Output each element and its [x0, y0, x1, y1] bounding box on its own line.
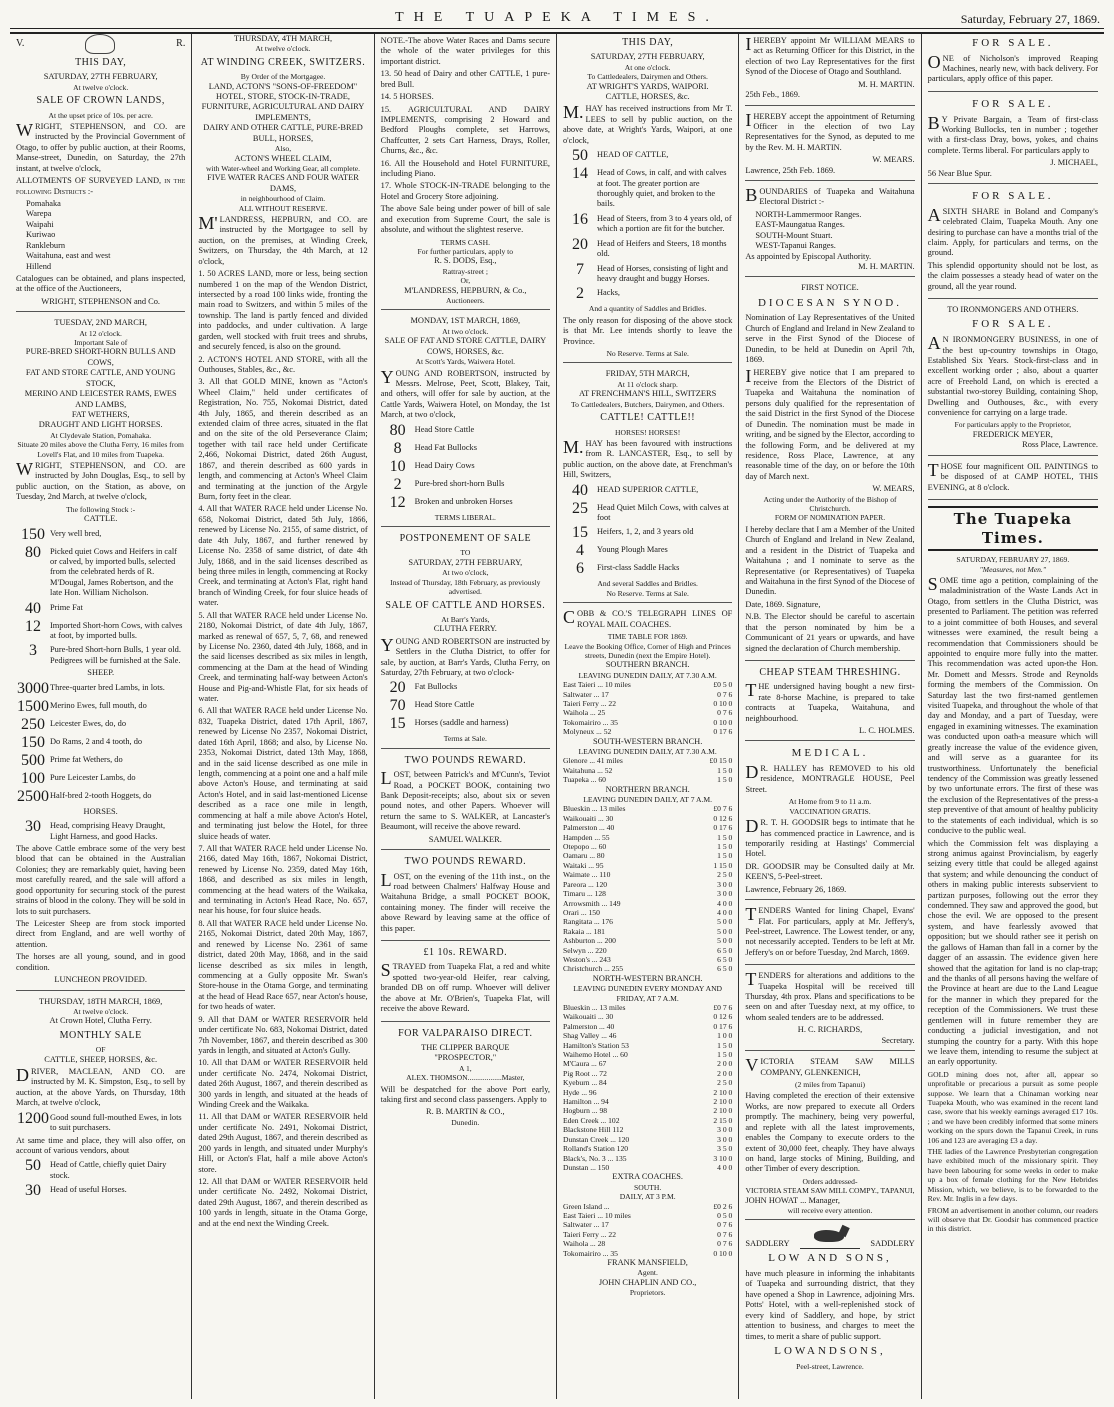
timetable-row: [563, 1144, 732, 1153]
timetable-stop: Tuapeka ... 60: [562, 775, 606, 785]
lot-item: 16. All the Household and Hotel FURNITURE, including Piano.: [380, 158, 550, 179]
timetable-stop: Otepopo ... 60: [562, 842, 607, 852]
stock-item: 16 Head of Steers, from 3 to 4 years old, of which a portion are fit for the butcher.: [571, 210, 732, 234]
stock-item: 15 Heifers, 1, 2, and 3 years old: [571, 524, 694, 542]
timetable-fare: 0 17 6: [713, 727, 733, 737]
timetable-fare: 0 12 6: [713, 1012, 733, 1022]
lot-item: 8. All that WATER RACE held under License No. 2165, Nokomai District, dated 20th May, 1867, and renewed by License No. 2361 of same district, dated 20th May, 1868, and in the said license described as six miles in length, commencing at a Gully opposite Mr. Swan's Store-house in the Otama Gorge, and terminating at the head of Head Race 657, near Acton's house, for two heads of water.: [198, 918, 368, 1012]
timetable-stop: Tokomairiro ... 35: [562, 1248, 618, 1258]
stock-item: 20 Head of Heifers and Steers, 18 months old.: [571, 235, 727, 259]
timetable-stop: Eden Creek ... 102: [562, 1115, 620, 1125]
stock-item: 50 HEAD OF CATTLE,: [571, 147, 669, 165]
timetable-fare: £0 7 6: [713, 804, 733, 814]
lot-item: 17. Whole STOCK-IN-TRADE belonging to the Hotel and Grocery Store adjoining.: [380, 181, 550, 201]
editorial-continued: which the Commission felt was displaying a strong animus against Provincialism, by eagerly seizing every tittle that could be alleged against that system; and while denouncing the conduct of others in making public interests subservient to partizan purposes, following out the error they condemned. They saw and approved the good, but chose the evil. We are opposed to the present system, and have fearlessly avowed that opposition; but we should rather see it perish on the gallows of Haman than fall in a corner by the dagger of an assassin. The evidence given here showed that the agitation for land is no clap-trap; and the thanks of all persons having the welfare of the Province at heart are due to the Land League for the manner in which they prepared for the reception of the Commissioners. We trust these gentlemen will in future remember they are conducting a judicial investigation, and not stumping the country for a party. With this hope we leave them, intending to resume the subject at an early opportunity.: [927, 838, 1098, 1067]
timetable-row: [563, 842, 732, 851]
timetable-row: [563, 1230, 732, 1239]
horse-icon: [800, 1226, 860, 1249]
timetable-fare: 0 10 0: [713, 698, 733, 708]
timetable-stop: Taieri Ferry ... 22: [562, 1229, 617, 1239]
timetable-row: [563, 1106, 732, 1115]
lot-item: 12. All that DAM or WATER RESERVOIR held under certificate No. 2492, Nokomai District, dated 29th August, 1867, and therein described as 100 yards in length, situate in the Otama Gorge, and at the end next the Winding Creek.: [198, 1177, 368, 1228]
timetable-fare: 5 0 0: [717, 926, 733, 936]
stock-item: 50 Head of Cattle, chiefly quiet Dairy stock.: [25, 1157, 167, 1180]
timetable-row: [563, 1154, 732, 1163]
stock-item: 12 Imported Short-horn Cows, with calves at foot, by imported bulls.: [25, 617, 183, 641]
timetable-fare: 1 5 0: [717, 851, 733, 861]
stock-item: 3000 Three-quarter bred Lambs, in lots.: [17, 679, 165, 697]
timetable-stop: Waitaki ... 95: [562, 860, 604, 870]
timetable-stop: Blackstone Hill 112: [562, 1125, 624, 1135]
timetable-stop: Rangitata ... 176: [562, 917, 613, 927]
timetable-row: [563, 1012, 732, 1021]
timetable-row: [563, 1050, 732, 1059]
stock-item: 7 Head of Horses, consisting of light and heavy draught and buggy Horses.: [575, 260, 728, 283]
lot-item: 13. 50 head of Dairy and other CATTLE, 1 pure-bred Bull.: [380, 69, 550, 89]
steam-threshing-ad: CHEAP STEAM THRESHING. THE undersigned having bought a new first-rate 8-horse Machine, is prepared to take contracts at Tuapeka, Waitahuna, and neighbourhood. L. C. HOLMES.: [745, 667, 914, 742]
timetable-row: [563, 814, 732, 823]
timetable-fare: 0 10 0: [713, 717, 733, 727]
timetable-row: [563, 880, 732, 889]
timetable-row: [563, 1059, 732, 1068]
stock-item: 1500 Merino Ewes, full mouth, do: [17, 697, 147, 715]
timetable-fare: 0 10 0: [713, 1248, 733, 1258]
news-item: THE ladies of the Lawrence Presbyterian congregation have exhibited much of the missionary spirit. They have been labouring for some weeks in order to make up a box of female clothing for the New Hebrides Mission, which, we believe, is to be forwarded to the Rev. Mr. Inglis in a few days.: [927, 1147, 1098, 1204]
lot-item: 4. All that WATER RACE held under License No. 658, Nokomai District, dated 5th July, 1866, renewed by License No. 2155, of same district, of date 4th July, 1867, and further renewed by License No. 2358 of same district, of date 4th July, 1868, and in the said licenses described as being three miles in length, commencing at Rocky Creek, and terminating at Acton's Flat, right hand branch of Winding Creek, for four sluice heads of water.: [198, 504, 368, 608]
timetable-stop: Kyeburn ... 84: [562, 1078, 607, 1088]
crown-lands-sale-ad: V. R. THIS DAY, SATURDAY, 27TH FEBRUARY, At twelve o'clock. SALE OF CROWN LANDS, At the upset price of 10s. per acre. WRIGHT, STEPHENSON, and CO. are instructed by the Provincial Government of Otago, to offer by public auction, at their Rooms, Manse-street, Dunedin, on Saturday, the 27th instant, at twelve o'clock, ALLOTMENTS OF SURVEYED LAND, in the following Districts :- Pomahaka Warepa Waipahi Kuriwao Rankleburn Waitahuna, east and west Hillend Catalogues can be obtained, and plans inspected, at the office of the Auctioneers, WRIGHT, STEPHENSON and Co.: [16, 34, 185, 312]
south-western-timetable: [563, 756, 732, 784]
stock-item: 150 Do Rams, 2 and 4 tooth, do: [21, 733, 143, 751]
timetable-stop: Dunstan ... 150: [562, 1162, 610, 1172]
timetable-fare: 6 5 0: [717, 954, 733, 964]
timetable-fare: 2 10 0: [713, 1106, 733, 1116]
acceptance-notice: IHEREBY accept the appointment of Returning Officer in the election of two Lay Representatives for the Synod, as deputed to me by the Rev. M. H. MARTIN. W. MEARS. Lawrence, 25th Feb. 1869.: [745, 112, 914, 182]
stock-item: 2500 Half-bred 2-tooth Hoggets, do: [17, 787, 152, 805]
timetable-row: [563, 1003, 732, 1012]
stock-item: 100 Pure Leicester Lambs, do: [21, 769, 136, 787]
timetable-fare: 0 7 6: [717, 689, 733, 699]
timetable-stop: East Taieri ... 10 miles: [562, 1210, 631, 1220]
timetable-stop: Weston's ... 243: [562, 954, 611, 964]
stock-item: 15 Horses (saddle and harness): [389, 715, 509, 733]
timetable-fare: 4 0 0: [717, 907, 733, 917]
timetable-fare: 2 10 0: [713, 1097, 733, 1107]
district-list: Pomahaka Warepa Waipahi Kuriwao Rankleburn Waitahuna, east and west Hillend: [26, 198, 111, 271]
royal-heading: V. R.: [16, 34, 185, 54]
lot-item: 7. All that WATER RACE held under License No. 2166, dated May 16th, 1867, Nokomai District, renewed by License No. 2359, dated May 16th, 1868, and described as six miles in length, commencing at the head waters of the Waikaka, and terminating in Acton's Head Race, No. 657, near his house, for four sluice heads.: [198, 843, 368, 916]
timetable-row: [563, 1097, 732, 1106]
medical-ad: MEDICAL. DR. HALLEY has REMOVED to his old residence, MONTRAGLE HOUSE, Peel Street. At Home from 9 to 11 a.m. VACCINATION GRATIS. DR. T. H. GOODSIR begs to intimate that he has commenced practice in Lawrence, and is temporarily residing at Hastings' Commercial Hotel. DR. GOODSIR may be Consulted daily at Mr. KEEN'S, 5-Peel-street. Lawrence, February 26, 1869.: [745, 747, 914, 900]
news-item: FROM an advertisement in another column, our readers will observe that Dr. Goodsir has commenced practice in this district.: [927, 1205, 1098, 1234]
timetable-fare: £0 15 0: [709, 756, 733, 766]
editorial-banner: The Tuapeka Times.: [928, 506, 1098, 551]
timetable-fare: 2 15 0: [713, 1115, 733, 1125]
lot-item: 15. AGRICULTURAL AND DAIRY IMPLEMENTS, comprising 2 Howard and Bedford Ploughs complete, set Harrows, Chaffcutter, 2 sets Cart Harness, Drays, Roller, Churns, &c., &c.: [380, 104, 550, 156]
lot-item: 14. 5 HORSES.: [380, 92, 434, 102]
editorial: The Tuapeka Times. SATURDAY, FEBRUARY 27, 1869. "Measures, not Men." SOME time ago a petition, complaining of the maladministration of the Waste Lands Act in Otago, from settlers in the Clutha District, was presented to Parliament. The petition was referred to a joint committee of both Houses, and several witnesses were examined, the result being a recommendation that Commissioners should be appointed to enquire more fully into the matter. This recommendation was acted upon-the Hon. Mr. Domett and Messrs. Strode and Reynolds forming the members of the Commission. On Saturday last the two first-named gentlemen visited Tuapeka, and throughout the whole of that day and Monday, and a part of Tuesday, were engaged in examining witnesses. The examination was conducted upon oath-a measure which will greatly increase the value of the evidence given, and will serve as a guarantee for its trustworthiness. Unfortunately the beneficial tendency of the Commission was greatly lessened by two unfortunate errors. The first of these was the exclusion of the Representatives of the press-a step preventive of that amount of healthy publicity to the statements of each individual, which is so conducive to the public weal. which the Commission felt was displaying a strong animus against Provincialism, by eagerly seizing every tittle that could be alleged against that system; and while denouncing the conduct of others in making public interests subservient to partizan purposes, following out the error they condemned. They saw and approved the good, but chose the evil. We are opposed to the present system, and have fearlessly avowed that opposition; but we should rather see it perish on the gallows of Haman than fall in a corner by the dagger of an assassin. The evidence given here showed that the agitation for land is no clap-trap; and the thanks of all persons having the welfare of the Province at heart are due to the Land League for the manner in which they prepared for the reception of the Commissioners. We trust these gentlemen will in future remember they are conducting a judicial investigation, and not stumping the country for a party. With this hope we leave them, intending to resume the subject at an early opportunity. GOLD mining does not, after all, appear so unprofitable or precarious a pursuit as some people suppose. We learn that a Chinaman working near Tuapeka Mouth, who was examined in the recent land case, swore that his weekly earnings averaged £17 10s. ; and we have been credibly informed that some miners working on the spurs down the Tapanui Creek, in runs 106 and 123 are averaging £3 a day. THE ladies of the Lawrence Presbyterian congregation have exhibited much of the missionary spirit. They have been labouring for some weeks in order to make up a box of female clothing for the New Hebrides Mission, which, we believe, is to be forwarded to the Rev. Mr. Inglis in a few days. FROM an advertisement in another column, our readers will observe that Dr. Goodsir has commenced practice in this district.: [928, 506, 1098, 1234]
timetable-row: [563, 1239, 732, 1248]
stock-item: 12 Broken and unbroken Horses: [389, 493, 513, 511]
timetable-row: [563, 775, 732, 784]
reward-ad-2: TWO POUNDS REWARD. LOST, on the evening of the 11th inst., on the road between Chalmers' Halfway House and Waitahuna Bridge, a small POCKET BOOK, containing money. The finder will receive the above Reward by leaving same at the office of this paper.: [381, 856, 550, 941]
timetable-row: [563, 804, 732, 813]
columns: [10, 34, 1104, 1399]
timetable-fare: 2 5 0: [717, 870, 733, 880]
stock-item: 70 Head Store Cattle: [389, 697, 475, 715]
reaper-sale-ad: FOR SALE. ONE of Nicholson's improved Reaping Machines, nearly new, with back delivery. For particulars, apply office of this paper.: [928, 37, 1098, 92]
timetable-row: [563, 964, 732, 973]
timetable-fare: 3 5 0: [717, 1144, 733, 1154]
timetable-stop: Blueskin ... 13 miles: [562, 1003, 626, 1012]
tenders-chapel-ad: TENDERS Wanted for lining Chapel, Evans' Flat. For particulars, apply at Mr. Jeffery's, Peel-street, Lawrence. The Lowest tender, or any, not necessarily accepted. Tenders to be left at Mr. Jeffery's on or before Tuesday, 2nd March, 1869.: [745, 906, 914, 965]
valparaiso-ad: FOR VALPARAISO DIRECT. THE CLIPPER BARQUE "PROSPECTOR," A 1, ALEX. THOMSON..................Master, Will be despatched for the above Port early, taking first and second class passengers. Apply to R. B. MARTIN & CO., Dunedin.: [380, 1027, 550, 1127]
timetable-fare: 1 5 0: [717, 832, 733, 842]
timetable-row: [563, 1078, 732, 1087]
timetable-stop: Taieri Ferry ... 22: [562, 698, 617, 708]
oil-paintings-ad: THOSE four magnificent OIL PAINTINGS to be disposed of at CAMP HOTEL, THIS EVENING, at 8 o'clock.: [928, 462, 1098, 500]
stock-item: 6 First-class Saddle Hacks: [575, 560, 680, 578]
stock-item: 80 Head Store Cattle: [389, 421, 475, 439]
lot-item: 9. All that DAM or WATER RESERVOIR held under certificate No. 683, Nokomai District, dated 7th November, 1867, and therein described as 300 yards in length, and situated at Acton's Gully.: [198, 1014, 368, 1055]
timetable-fare: 2 0 0: [717, 1068, 733, 1078]
timetable-fare: 2 10 0: [713, 1087, 733, 1097]
timetable-row: [563, 889, 732, 898]
stock-item: 40 Prime Fat: [25, 599, 83, 617]
timetable-stop: Waitahuna ... 52: [562, 765, 613, 775]
mortgagee-sale-continued: NOTE.-The above Water Races and Dams secure the whole of the water privileges for this important district. 13. 50 head of Dairy and other CATTLE, 1 pure-bred Bull. 14. 5 HORSES. 15. AGRICULTURAL AND DAIRY IMPLEMENTS, comprising 2 Howard and Bedford Ploughs complete, set Harrows, Chaffcutter, 2 sets Cart Harness, Drays, Roller, Churns, &c., &c. 16. All the Household and Hotel FURNITURE, including Piano. 17. Whole STOCK-IN-TRADE belonging to the Hotel and Grocery Store adjoining. The above Sale being under power of bill of sale and execution from Supreme Court, the sale is absolute, and without the slightest reserve. TERMS CASH. For further particulars, apply to R. S. DODS, Esq., Rattray-street ; Or, M'LANDRESS, HEPBURN, & Co., Auctioneers.: [381, 36, 550, 310]
timetable-stop: Rolland's Station 120: [562, 1144, 629, 1154]
timetable-row: [563, 1116, 732, 1125]
timetable-fare: 3 0 0: [717, 879, 733, 889]
timetable-fare: 0 12 6: [713, 813, 733, 823]
timetable-row: [563, 851, 732, 860]
stock-item: 4 Young Plough Mares: [575, 542, 668, 560]
stock-item: 2 Hacks,: [575, 285, 621, 303]
clydevale-sale-ad: TUESDAY, 2ND MARCH, At 12 o'clock. Important Sale of PURE-BRED SHORT-HORN BULLS AND COWS, FAT AND STORE CATTLE, AND YOUNG STOCK, MERINO AND LEICESTER RAMS, EWES AND LAMBS, FAT WETHERS, DRAUGHT AND LIGHT HORSES. At Clydevale Station, Pomahaka. Situate 20 miles above the Clutha Ferry, 16 miles from Lovell's Flat, and 10 miles from Tuapeka. WRIGHT, STEPHENSON, and CO. are instructed by John Douglas, Esq., to sell by public auction, on the Station, as above, on Tuesday, 2nd March, at twelve o'clock, The following Stock :- CATTLE. 150 Very well bred, 80 Picked quiet Cows and Heifers in calf or calved, by imported bulls, selected from the celebrated herds of R. M'Dougal, James Robertson, and the late Hon. William Nicholson. 40 Prime Fat 12 Imported Short-horn Cows, with calves at foot, by imported bulls. 3 Pure-bred Short-horn Bulls, 1 year old. Pedigrees will be furnished at the Sale. SHEEP. 3000 Three-quarter bred Lambs, in lots. 1500 Merino Ewes, full mouth, do 250 Leicester Ewes, do, do 150 Do Rams, 2 and 4 tooth, do 500 Prime fat Wethers, do 100 Pure Leicester Lambs, do 2500 Half-bred 2-tooth Hoggets, do HORSES. 30 Head, comprising Heavy Draught, Light Harness, and good Hacks. The above Cattle embrace some of the very best blood that can be obtained in the Australian Colonies; they are remarkably quiet, having been most carefully reared, and the sale will afford a good opportunity for securing stock of the purest strains of blood in the colony. They will be sold in lots to suit purchasers. The Leicester Sheep are from stock imported direct from England, and are well worthy of attention. The horses are all young, sound, and in good condition. LUNCHEON PROVIDED.: [16, 318, 185, 990]
news-item: GOLD mining does not, after all, appear so unprofitable or precarious a pursuit as some people suppose. We learn that a Chinaman working near Tuapeka Mouth, who was examined in the recent land case, swore that his weekly earnings averaged £17 10s. ; and we have been credibly informed that some miners working on the spurs down the Tapanui Creek, in runs 106 and 123 are averaging £3 a day.: [927, 1069, 1098, 1145]
column-2: [192, 34, 374, 1399]
claim-share-sale-ad: FOR SALE. ASIXTH SHARE in Boland and Company's celebrated Claim, Tuapeka Mouth. Any one desiring to purchase can have a months trial of the claim. Apply, for particulars and terms, on the ground. This splendid opportunity should not be lost, as the claim possesses a steady head of water on the ground, all the year round.: [928, 190, 1098, 299]
newspaper-title: THE TUAPEKA TIMES.: [395, 10, 719, 25]
mortgagee-sale-ad: THURSDAY, 4TH MARCH, At twelve o'clock. AT WINDING CREEK, SWITZERS. By Order of the Mortgagee. LAND, ACTON'S "SONS-OF-FREEDOM" HOTEL, STORE, STOCK-IN-TRADE, FURNITURE, AGRICULTURAL AND DAIRY IMPLEMENTS, DAIRY AND OTHER CATTLE, PURE-BRED BULL, HORSES, Also, ACTON'S WHEEL CLAIM, with Water-wheel and Working Gear, all complete. FIVE WATER RACES AND FOUR WATER DAMS, in neighbourhood of Claim. ALL WITHOUT RESERVE. M'LANDRESS, HEPBURN, and CO. are instructed by the Mortgagee to sell by auction, on the premises, at Winding Creek, Switzers, on Thursday, the 4th March, at 12 o'clock, 1. 50 ACRES LAND, more or less, being section numbered 1 on the map of the Wendon District, intersected by a road 100 links wide, fronting the main road to Switzers, and within 5 miles of the township. The land is partly fenced and divided into paddocks, and under cultivation. A large garden, well stocked with fruit trees and shrubs, and securely fenced, is also on the ground. 2. ACTON'S HOTEL AND STORE, with all the Outhouses, Stables, &c., &c. 3. All that GOLD MINE, known as "Acton's Wheel Claim," held under certificates of Registration, No. 755, Nokomai District, dated 4th July, 1865, and therein described as an extended claim of three acres, situated in the flat and on the site of the old Perseverance Claim; together with tail race held under Certificate 2,466, Nokomai District, dated 26th August, 1867, and therein described as 600 yards in length, and commencing at Acton's Wheel Claim and terminating at the junction of the Argyle Burn, forty feet in the clear. 4. All that WATER RACE held under License No. 658, Nokomai District, dated 5th July, 1866, renewed by License No. 2155, of same district, of date 4th July, 1867, and further renewed by License No. 2358 of same district, of date 4th July, 1868, and in the said licenses described as being three miles in length, commencing at Rocky Creek, and terminating at Acton's Flat, right hand branch of Winding Creek, for four sluice heads of water. 5. All that WATER RACE held under License No. 2180, Nokomai District, of date 4th July, 1867, marked as renewal of 657, 5, 7, 68, and renewed by License No. 2360, dated 4th July, 1868, and in the said licenses described as six miles in length, commencing at the Dam at the head of Winding Creek, and terminating half-way between Acton's House and Pig-and-Whistle Flat, for six heads of water. 6. All that WATER RACE held under License No. 832, Tuapeka District, dated 17th April, 1867, renewed by License No 2357, Nokomai District, dated 16th April, 1868; and also, by License No. 2353, Nokomai District, dated 13th May, 1868, and in the said license described as one mile in length, commencing at a point one and a half mile above Acton's House, and terminating at said Acton's Hotel, and in said last-mentioned License described as a race one mile in length, commencing at half a mile above Acton's Hotel, and terminating just below the Hotel, for three sluice heads of water. 7. All that WATER RACE held under License No. 2166, dated May 16th, 1867, Nokomai District, renewed by License No. 2359, dated May 16th, 1868, and described as six miles in length, commencing at the head waters of the Waikaka, and terminating in Acton's Head Race, No. 657, near his house, for four sluice heads. 8. All that WATER RACE held under License No. 2165, Nokomai District, dated 20th May, 1867, and renewed by License No. 2361 of same district, dated 20th May, 1868, and in the said license described as six miles in length, commencing at a Gully opposite Mr. Swan's Store-house in the Otama Gorge, and terminating at the head of Head Race 657, near Acton's house, for two heads of water. 9. All that DAM or WATER RESERVOIR held under certificate No. 683, Nokomai District, dated 7th November, 1867, and therein described as 300 yards in length, and situated at Acton's Gully. 10. All that DAM or WATER RESERVOIR held under certificate No. 2474, Nokomai District, dated 26th August, 1867, and therein described as 300 yards in length, and situated at the heads of Winding Creek and the Waikaka. 11. All that DAM or WATER RESERVOIR held under certificate No. 2491, Nokomai District, dated 29th August, 1867, and therein described as 200 yards in length, and situated under Murphy's Hill, or Acton's Flat, half a mile above Acton's store. 12. All that DAM or WATER RESERVOIR held under certificate No. 2492, Nokomai District, dated 29th August, 1867, and therein described as 100 yards in length, situate in the Otama Gorge, and at the end next the Winding Creek.: [198, 34, 368, 1228]
timetable-row: [563, 690, 732, 699]
stock-item: 250 Leicester Ewes, do, do: [21, 715, 127, 733]
extra-coaches-timetable: [563, 1202, 732, 1258]
timetable-fare: 5 0 0: [717, 917, 733, 927]
timetable-fare: 0 7 6: [717, 1220, 733, 1230]
bullocks-sale-ad: FOR SALE. BY Private Bargain, a Team of first-class Working Bullocks, ten in number ; together with a first-class Dray, bows, yokes, and chains complete. Terms liberal. For particulars apply to J. MICHAEL, 56 Near Blue Spur.: [928, 98, 1098, 184]
stock-item: 150 Very well bred,: [21, 525, 102, 543]
timetable-stop: Palmerston ... 40: [562, 1021, 615, 1031]
timetable-fare: 6 5 0: [717, 964, 733, 974]
timetable-fare: 4 0 0: [717, 1162, 733, 1172]
timetable-row: [563, 1041, 732, 1050]
timetable-stop: Glenore ... 41 miles: [562, 756, 623, 766]
timetable-row: [563, 936, 732, 945]
timetable-stop: Saltwater ... 17: [562, 689, 609, 699]
waiwera-sale-ad: MONDAY, 1ST MARCH, 1869, At two o'clock. SALE OF FAT AND STORE CATTLE, DAIRY COWS, HORSES, &c. At Scott's Yards, Waiwera Hotel. YOUNG AND ROBERTSON, instructed by Messrs. Melrose, Peet, Scott, Blakey, Tait, and others, will offer for sale by auction, at the Cattle Yards, Waiwera Hotel, on Monday, the 1st March, at two o'clock, 80 Head Store Cattle 8 Head Fat Bullocks 10 Head Dairy Cows 2 Pure-bred short-horn Bulls 12 Broken and unbroken Horses TERMS LIBERAL.: [381, 316, 550, 527]
timetable-row: [563, 955, 732, 964]
timetable-row: [563, 946, 732, 955]
postponement-ad: POSTPONEMENT OF SALE TO SATURDAY, 27TH FEBRUARY, At two o'clock, Instead of Thursday, 18th February, as previously advertised. SALE OF CATTLE AND HORSES. At Barr's Yards, CLUTHA FERRY. YOUNG AND ROBERTSON are instructed by Settlers in the Clutha District, to offer for sale, by auction, at Barr's Yards, Clutha Ferry, on Saturday, 27th February, at two o'clock- 20 Fat Bullocks 70 Head Store Cattle 15 Horses (saddle and harness) Terms at Sale.: [381, 533, 550, 749]
frenchmans-hill-ad: FRIDAY, 5TH MARCH, At 11 o'clock sharp. AT FRENCHMAN'S HILL, SWITZERS To Cattledealers, Butchers, Dairymen, and Others. CATTLE! CATTLE!! HORSES! HORSES! M.HAY has been favoured with instructions from R. LANCASTER, Esq., to sell by public auction, on the above date, at Frenchman's Hill, Switzers, 40 HEAD SUPERIOR CATTLE, 25 Head Quiet Milch Cows, with calves at foot 15 Heifers, 1, 2, and 3 years old 4 Young Plough Mares 6 First-class Saddle Hacks And several Saddles and Bridles. No Reserve. Terms at Sale.: [563, 369, 732, 603]
timetable-stop: Waikouaiti ... 30: [562, 1012, 614, 1022]
timetable-fare: 2 5 0: [717, 1078, 733, 1088]
timetable-stop: Timaru ... 128: [562, 889, 606, 899]
timetable-row: [563, 1202, 732, 1211]
column-4: [557, 34, 739, 1399]
stock-item: 80 Picked quiet Cows and Heifers in calf or calved, by imported bulls, selected from the celebrated herds of R. M'Dougal, James Robertson, and the late Hon. William Nicholson.: [25, 543, 177, 598]
stock-item: 30 Head of useful Horses.: [25, 1182, 127, 1200]
timetable-stop: Dunstan Creek ... 120: [562, 1134, 630, 1144]
timetable-stop: Saltwater ... 17: [562, 1220, 609, 1230]
timetable-stop: Shag Valley ... 46: [562, 1031, 617, 1041]
timetable-stop: Hogburn ... 98: [562, 1106, 608, 1116]
timetable-fare: 1 5 0: [717, 842, 733, 852]
timetable-fare: 0 17 6: [713, 1021, 733, 1031]
masthead: [10, 6, 1104, 34]
timetable-fare: 0 5 0: [717, 1210, 733, 1220]
timetable-row: [563, 1125, 732, 1134]
timetable-row: [563, 766, 732, 775]
timetable-row: [563, 756, 732, 765]
timetable-fare: 3 0 0: [717, 889, 733, 899]
cobb-coaches-ad: COBB & CO.'S TELEGRAPH LINES OF ROYAL MAIL COACHES. TIME TABLE FOR 1869. Leave the Booking Office, Corner of High and Princes streets, Dunedin (next the Empire Hotel). SOUTHERN BRANCH. LEAVING DUNEDIN DAILY, AT 7.30 A.M. East Taieri ... 10 miles £0 5 0 Saltwater ... 17 0 7 6 Taieri Ferry ... 22 0 10 0 Waihola ... 25 0 7 6 Tokomairiro ... 35 0 10 0 Molyneux ... 52 0 17 6 SOUTH-WESTERN BRANCH. LEAVING DUNEDIN DAILY, AT 7.30 A.M. Glenore ... 41 miles £0 15 0 Waitahuna ... 52 1 5 0 Tuapeka ... 60 1 5 0 NORTHERN BRANCH. LEAVING DUNEDIN DAILY, AT 7 A.M. Blueskin ... 13 miles £0 7 6 Waikouaiti ... 30 0 12 6 Palmerston ... 40 0 17 6 Hampden ... 55 1 5 0 Otepopo ... 60 1 5 0 Oamaru ... 80 1 5 0 Waitaki ... 95 1 15 0 Waimate ... 110 2 5 0 Pareora ... 120 3 0 0 Timaru ... 128 3 0 0 Arrowsmith ... 149 4 0 0 Orari ... 150 4 0 0 Rangitata ... 176 5 0 0 Rakaia ... 181 5 0 0 Ashburton ... 200 5 0 0 Selwyn ... 220 6 5 0 Weston's ... 243 6 5 0 Christchurch ... 255 6 5 0 NORTH-WESTERN BRANCH. LEAVING DUNEDIN EVERY MONDAY AND FRIDAY, AT 7 A.M. Blueskin ... 13 miles £0 7 6 Waikouaiti ... 30 0 12 6 Palmerston ... 40 0 17 6 Shag Valley ... 46 1 0 0 Hamilton's Station 53 1 5 0 Waihemo Hotel ... 60 1 5 0 M'Caura ... 67 2 0 0 Pig Root ... 72 2 0 0 Kyeburn ... 84 2 5 0 Hyde ... 96 2 10 0 Hamilton ... 94 2 10 0 Hogburn ... 98 2 10 0 Eden Creek ... 102 2 15 0 Blackstone Hill 112 3 0 0 Dunstan Creek ... 120 3 0 0 Rolland's Station 120 3 5 0 Black's, No. 3 ... 135 3 10 0 Dunstan ... 150 4 0 0 EXTRA COACHES. SOUTH. DAILY, AT 3 P.M. Green Island ... £0 2 6 East Taieri ... 10 miles 0 5 0 Saltwater ... 17 0 7 6 Taieri Ferry ... 22 0 7 6 Waihola ... 28 0 7 6 Tokomairiro ... 35 0 10 0 FRANK MANSFIELD, Agent. JOHN CHAPLIN AND CO., Proprietors.: [562, 607, 733, 1298]
timetable-fare: 1 5 0: [717, 765, 733, 775]
stock-item: 20 Fat Bullocks: [389, 679, 458, 697]
reward-ad-1: TWO POUNDS REWARD. LOST, between Patrick's and M'Cunn's, Teviot Road, a POCKET BOOK, containing two Bank Deposit-receipts; also, about six or seven pound notes, and other Papers. Whoever will return the same to S. WALKER, at Lancaster's Beaumont, will receive the above reward. SAMUEL WALKER.: [381, 755, 550, 850]
timetable-stop: Orari ... 150: [562, 907, 600, 917]
timetable-fare: 1 5 0: [717, 1040, 733, 1050]
stock-item: 30 Head, comprising Heavy Draught, Light Harness, and good Hacks.: [25, 818, 166, 841]
ironmongery-sale-ad: TO IRONMONGERS AND OTHERS. FOR SALE. AN IRONMONGERY BUSINESS, in one of the best up-country townships in Otago, Established Six Years. Stock-first-class and in excellent working order ; also, about a quarter acre of Freehold Land, on which is erected a substantial two-storey Building, containing Shop, Dwelling and Outhouses, &c., with every convenience for carrying on a large trade. For particulars apply to the Proprietor, FREDERICK MEYER, Ross Place, Lawrence.: [928, 305, 1098, 456]
lot-item: 5. All that WATER RACE held under License No. 2180, Nokomai District, of date 4th July, 1867, marked as renewal of 657, 5, 7, 68, and renewed by License No. 2360, dated 4th July, 1868, and in the said licenses described as six miles in length, commencing at the Dam at the head of Winding Creek, and terminating half-way between Acton's House and Pig-and-Whistle Flat, for six heads of water.: [198, 610, 368, 704]
timetable-fare: £0 2 6: [713, 1201, 733, 1211]
stock-item: 10 Head Dairy Cows: [389, 457, 475, 475]
royal-crest-icon: [85, 34, 115, 54]
lot-item: 10. All that DAM or WATER RESERVOIR held under certificate No. 2474, Nokomai District, dated 26th August, 1867, and therein described as 300 yards in length, and situated at the heads of Winding Creek and the Waikaka.: [198, 1058, 368, 1110]
timetable-stop: Ashburton ... 200: [562, 936, 616, 946]
timetable-stop: Pig Root ... 72: [562, 1068, 607, 1078]
tenders-hospital-ad: TENDERS for alterations and additions to the Tuapeka Hospital will be received till Thursday, 4th prox. Plans and specifications to be seen on and after Tuesday next, at my office, to whom sealed tenders are to be addressed. H. C. RICHARDS, Secretary.: [745, 971, 914, 1051]
timetable-row: [563, 833, 732, 842]
column-5: [739, 34, 921, 1399]
timetable-row: [563, 1135, 732, 1144]
stock-item: 1200 Good sound full-mouthed Ewes, in lots to suit purchasers.: [17, 1109, 182, 1133]
returning-officer-notice: IHEREBY appoint Mr WILLIAM MEARS to act as Returning Officer for this District, in the election of two Lay Representatives for the first Synod of the Diocese of Otago and Southland. M. H. MARTIN. 25th Feb., 1869.: [745, 36, 914, 106]
reward-ad-3: £1 10s. REWARD. STRAYED from Tuapeka Flat, a red and white spotted two-year-old Heifer, rear calving, branded DB on off rump. Whoever will deliver the above at Mr. O'Brien's, Tuapeka Flat, will receive the above Reward.: [381, 947, 550, 1022]
lot-item: 1. 50 ACRES LAND, more or less, being section numbered 1 on the map of the Wendon District, intersected by a road 100 links wide, fronting the main road to Switzers, and within 5 miles of the township. The land is partly fenced and divided into paddocks, and under cultivation. A large garden, well stocked with fruit trees and shrubs, and securely fenced, is also on the ground.: [198, 269, 368, 352]
timetable-fare: 1 0 0: [717, 1031, 733, 1041]
timetable-stop: Hamilton ... 94: [562, 1097, 609, 1107]
lot-item: 6. All that WATER RACE held under License No. 832, Tuapeka District, dated 17th April, 1867, renewed by License No 2357, Nokomai District, dated 16th April, 1868; and also, by License No. 2353, Nokomai District, dated 13th May, 1868, and in the said license described as one mile in length, commencing at a point one and a half mile above Acton's House, and terminating at said Acton's Hotel, and in said last-mentioned License described as a race one mile in length, commencing at half a mile above Acton's Hotel, and terminating just below the Hotel, for three sluice heads of water.: [198, 706, 368, 841]
timetable-row: [563, 927, 732, 936]
timetable-stop: Arrowsmith ... 149: [562, 898, 621, 908]
timetable-row: [563, 870, 732, 879]
northern-timetable: [563, 804, 732, 973]
timetable-fare: £0 7 6: [713, 1003, 733, 1012]
timetable-row: [563, 1069, 732, 1078]
north-western-timetable: [563, 1003, 732, 1172]
timetable-fare: 5 0 0: [717, 936, 733, 946]
timetable-stop: Christchurch ... 255: [562, 964, 624, 974]
issue-date: Saturday, February 27, 1869.: [960, 12, 1100, 26]
timetable-row: [563, 1211, 732, 1220]
timetable-row: [563, 1031, 732, 1040]
southern-timetable: [563, 680, 732, 736]
timetable-stop: M'Caura ... 67: [562, 1059, 607, 1069]
lot-item: 3. All that GOLD MINE, known as "Acton's Wheel Claim," held under certificates of Registration, No. 755, Nokomai District, dated 4th July, 1865, and therein described as an extended claim of three acres, situated in the flat and on the site of the old Perseverance Claim; together with tail race held under Certificate 2,466, Nokomai District, dated 26th August, 1867, and therein described as 600 yards in length, and commencing at Acton's Wheel Claim and terminating at the junction of the Argyle Burn, forty feet in the clear.: [198, 377, 368, 502]
timetable-row: [563, 727, 732, 736]
timetable-stop: Tokomairiro ... 35: [562, 717, 618, 727]
timetable-row: [563, 1022, 732, 1031]
timetable-row: [563, 1249, 732, 1258]
timetable-fare: £0 5 0: [713, 680, 733, 690]
timetable-stop: Pareora ... 120: [562, 879, 608, 889]
timetable-fare: 0 7 6: [717, 1239, 733, 1249]
timetable-fare: 0 7 6: [717, 1229, 733, 1239]
timetable-stop: Molyneux ... 52: [562, 727, 612, 737]
saddlery-ad: SADDLERY SADDLERY LOW AND SONS, have much pleasure in informing the inhabitants of Tuapeka and surrounding district, that they have opened a Shop in Lawrence, adjoining Mrs. Potts' Hotel, with a well-replenished stock of every kind of Saddlery, and hope, by strict attention to business, and charges to meet the times, to merit a share of public support. LOWANDSONS, Peel-street, Lawrence.: [745, 1226, 914, 1375]
timetable-stop: Waimate ... 110: [562, 870, 611, 880]
timetable-fare: 3 10 0: [713, 1153, 733, 1163]
timetable-row: [563, 1220, 732, 1229]
timetable-row: [563, 823, 732, 832]
timetable-fare: 0 17 6: [713, 823, 733, 833]
timetable-stop: Selwyn ... 220: [562, 945, 607, 955]
stock-item: 500 Prime fat Wethers, do: [21, 751, 123, 769]
timetable-row: [563, 708, 732, 717]
timetable-stop: Green Island ...: [562, 1201, 610, 1211]
timetable-stop: Hyde ... 96: [562, 1087, 597, 1097]
timetable-stop: Waihemo Hotel ... 60: [562, 1050, 628, 1060]
timetable-fare: 1 5 0: [717, 1050, 733, 1060]
column-1: [10, 34, 192, 1399]
stock-item: 40 HEAD SUPERIOR CATTLE,: [571, 481, 699, 499]
timetable-row: [563, 1163, 732, 1172]
timetable-stop: Palmerston ... 40: [562, 823, 615, 833]
saw-mills-ad: VICTORIA STEAM SAW MILLS COMPANY, GLENKENICH, (2 miles from Tapanui) Having completed the erection of their extensive Works, are now prepared to execute all Orders promptly. The machinery, being very powerful, and replete with all the latest improvements, enables the Company to execute orders to the extent of 30,000 feet, cheaply. They have always on hand, large stocks of Mining, Building, and other Timber of every description. Orders addressed- VICTORIA STEAM SAW MILL COMPY., TAPANUI, JOHN HOWAT ... Manager, will receive every attention.: [745, 1057, 914, 1220]
timetable-fare: 0 7 6: [717, 708, 733, 718]
timetable-stop: Rakaia ... 181: [562, 926, 605, 936]
timetable-stop: Waihola ... 28: [562, 1239, 606, 1249]
timetable-stop: Black's, No. 3 ... 135: [562, 1153, 627, 1163]
timetable-stop: Waikouaiti ... 30: [562, 813, 614, 823]
timetable-fare: 4 0 0: [717, 898, 733, 908]
timetable-stop: Hamilton's Station 53: [562, 1040, 629, 1050]
timetable-fare: 1 15 0: [713, 860, 733, 870]
timetable-fare: 3 0 0: [717, 1134, 733, 1144]
timetable-stop: Oamaru ... 80: [562, 851, 605, 861]
timetable-stop: Waihola ... 25: [562, 708, 606, 718]
timetable-row: [563, 699, 732, 708]
timetable-row: [563, 1088, 732, 1097]
stock-item: 14 Head of Cows, in calf, and with calves at foot. The greater portion are thoroughly quiet, and broken to the bails.: [571, 165, 727, 209]
timetable-row: [563, 861, 732, 870]
timetable-row: [563, 899, 732, 908]
editorial-body: SOME time ago a petition, complaining of the maladministration of the Waste Lands Act in Otago, from settlers in the Clutha District, was presented to Parliament. The petition was referred to a joint committee of both Houses, and several witnesses were examined, the result being a recommendation that Commissioners should be appointed to enquire more fully into the matter. This recommendation was acted upon-the Hon. Mr. Domett and Messrs. Strode and Reynolds forming the members of the Commission. On Saturday last the two first-named gentlemen visited Tuapeka, and throughout the whole of that day and Monday, and a part of Tuesday, were engaged in examining witnesses. The examination was conducted upon oath-a measure which will greatly increase the value of the evidence given, and will serve as a guarantee for its trustworthiness. Unfortunately the beneficial tendency of the Commission was greatly lessened by two unfortunate errors. The first of these was the exclusion of the Representatives of the press-a step preventive of that amount of healthy publicity to the statements of each individual, which is so conducive to the public weal.: [927, 573, 1098, 836]
timetable-stop: Hampden ... 55: [562, 832, 610, 842]
timetable-stop: Blueskin ... 13 miles: [562, 804, 626, 814]
timetable-row: [563, 917, 732, 926]
stock-item: 25 Head Quiet Milch Cows, with calves at foot: [571, 499, 729, 523]
diocesan-synod-notice: FIRST NOTICE. DIOCESAN SYNOD. Nomination of Lay Representatives of the United Church of England and Ireland in New Zealand to serve in the First Synod of the Diocese of Dunedin, to be held at Dunedin on April 7th, 1869. IHEREBY give notice that I am prepared to receive from the Electors of the District of Tuapeka and Waitahuna the nomination of persons duly qualified for the representation of the said District in the first Synod of the Diocese of Dunedin. The nomination must be made in writing, and be signed by the Elector, according to the following Form, and be delivered at my residence, Ross Place, Lawrence, at any reasonable time of the day, on or before the 10th day of March next. W. MEARS, Acting under the Authority of the Bishop of Christchurch. FORM OF NOMINATION PAPER. I hereby declare that I am a Member of the United Church of England and Ireland in New Zealand, and a resident in the District of Tuapeka and Waitahuna ; and I nominate to serve as the Representative (or Representatives) of Tuapeka and Waitahuna in the first Synod of the Diocese of Dunedin. Date, 1869. Signature, N.B. The Elector should be careful to ascertain that the person nominated by him be a Communicant of 21 years or upwards, and have signed the declaration of Church membership.: [745, 283, 914, 661]
timetable-stop: East Taieri ... 10 miles: [562, 680, 631, 690]
timetable-row: [563, 718, 732, 727]
column-3: [375, 34, 557, 1399]
timetable-row: [563, 680, 732, 689]
waipori-sale-ad: THIS DAY, SATURDAY, 27TH FEBRUARY, At one o'clock. To Cattledealers, Dairymen and Others. AT WRIGHT'S YARDS, WAIPORI. CATTLE, HORSES, &c. M.HAY has received instructions from Mr T. LEES to sell by public auction, on the above date, at Wright's Yards, Waipori, at one o'clock, 50 HEAD OF CATTLE, 14 Head of Cows, in calf, and with calves at foot. The greater portion are thoroughly quiet, and broken to the bails. 16 Head of Steers, from 3 to 4 years old, of which a portion are fit for the butcher. 20 Head of Heifers and Steers, 18 months old. 7 Head of Horses, consisting of light and heavy draught and buggy Horses. 2 Hacks, And a quantity of Saddles and Bridles. The only reason for disposing of the above stock is that Mr. Lee intends shortly to leave the Province. No Reserve. Terms at Sale.: [563, 37, 732, 363]
lot-item: 2. ACTON'S HOTEL AND STORE, with all the Outhouses, Stables, &c., &c.: [198, 354, 368, 374]
stock-item: 3 Pure-bred Short-horn Bulls, 1 year old. Pedigrees will be furnished at the Sale.: [29, 642, 181, 665]
monthly-sale-ad: THURSDAY, 18TH MARCH, 1869, At twelve o'clock. At Crown Hotel, Clutha Ferry. MONTHLY SALE OF CATTLE, SHEEP, HORSES, &c. DRIVER, MACLEAN, AND CO. are instructed by M. K. Simpston, Esq., to sell by auction, at the above Yards, on Thursday, 18th March, at twelve o'clock, 1200 Good sound full-mouthed Ewes, in lots to suit purchasers. At same time and place, they will also offer, on account of various vendors, about 50 Head of Cattle, chiefly quiet Dairy stock. 30 Head of useful Horses.: [16, 996, 186, 1200]
timetable-fare: 2 0 0: [717, 1059, 733, 1069]
column-6: [922, 34, 1104, 1399]
lot-item: 11. All that DAM or WATER RESERVOIR held under certificate No. 2491, Nokomai District, dated 29th August, 1867, and therein described as 200 yards in length, and situated under Murphy's Hill, or Acton's Flat, half a mile above Acton's store.: [198, 1112, 368, 1174]
timetable-fare: 6 5 0: [717, 945, 733, 955]
timetable-fare: 1 5 0: [717, 775, 733, 785]
timetable-fare: 3 0 0: [717, 1125, 733, 1135]
stock-item: 8 Head Fat Bullocks: [393, 439, 477, 457]
boundaries-notice: BOUNDARIES of Tuapeka and Waitahuna Electoral District :- NORTH-Lammermoor Ranges. EAST-Maungatua Ranges. SOUTH-Mount Stuart. WEST-Tapanui Ranges. As appointed by Episcopal Authority. M. H. MARTIN.: [745, 187, 914, 277]
stock-item: 2 Pure-bred short-horn Bulls: [393, 475, 505, 493]
timetable-row: [563, 908, 732, 917]
